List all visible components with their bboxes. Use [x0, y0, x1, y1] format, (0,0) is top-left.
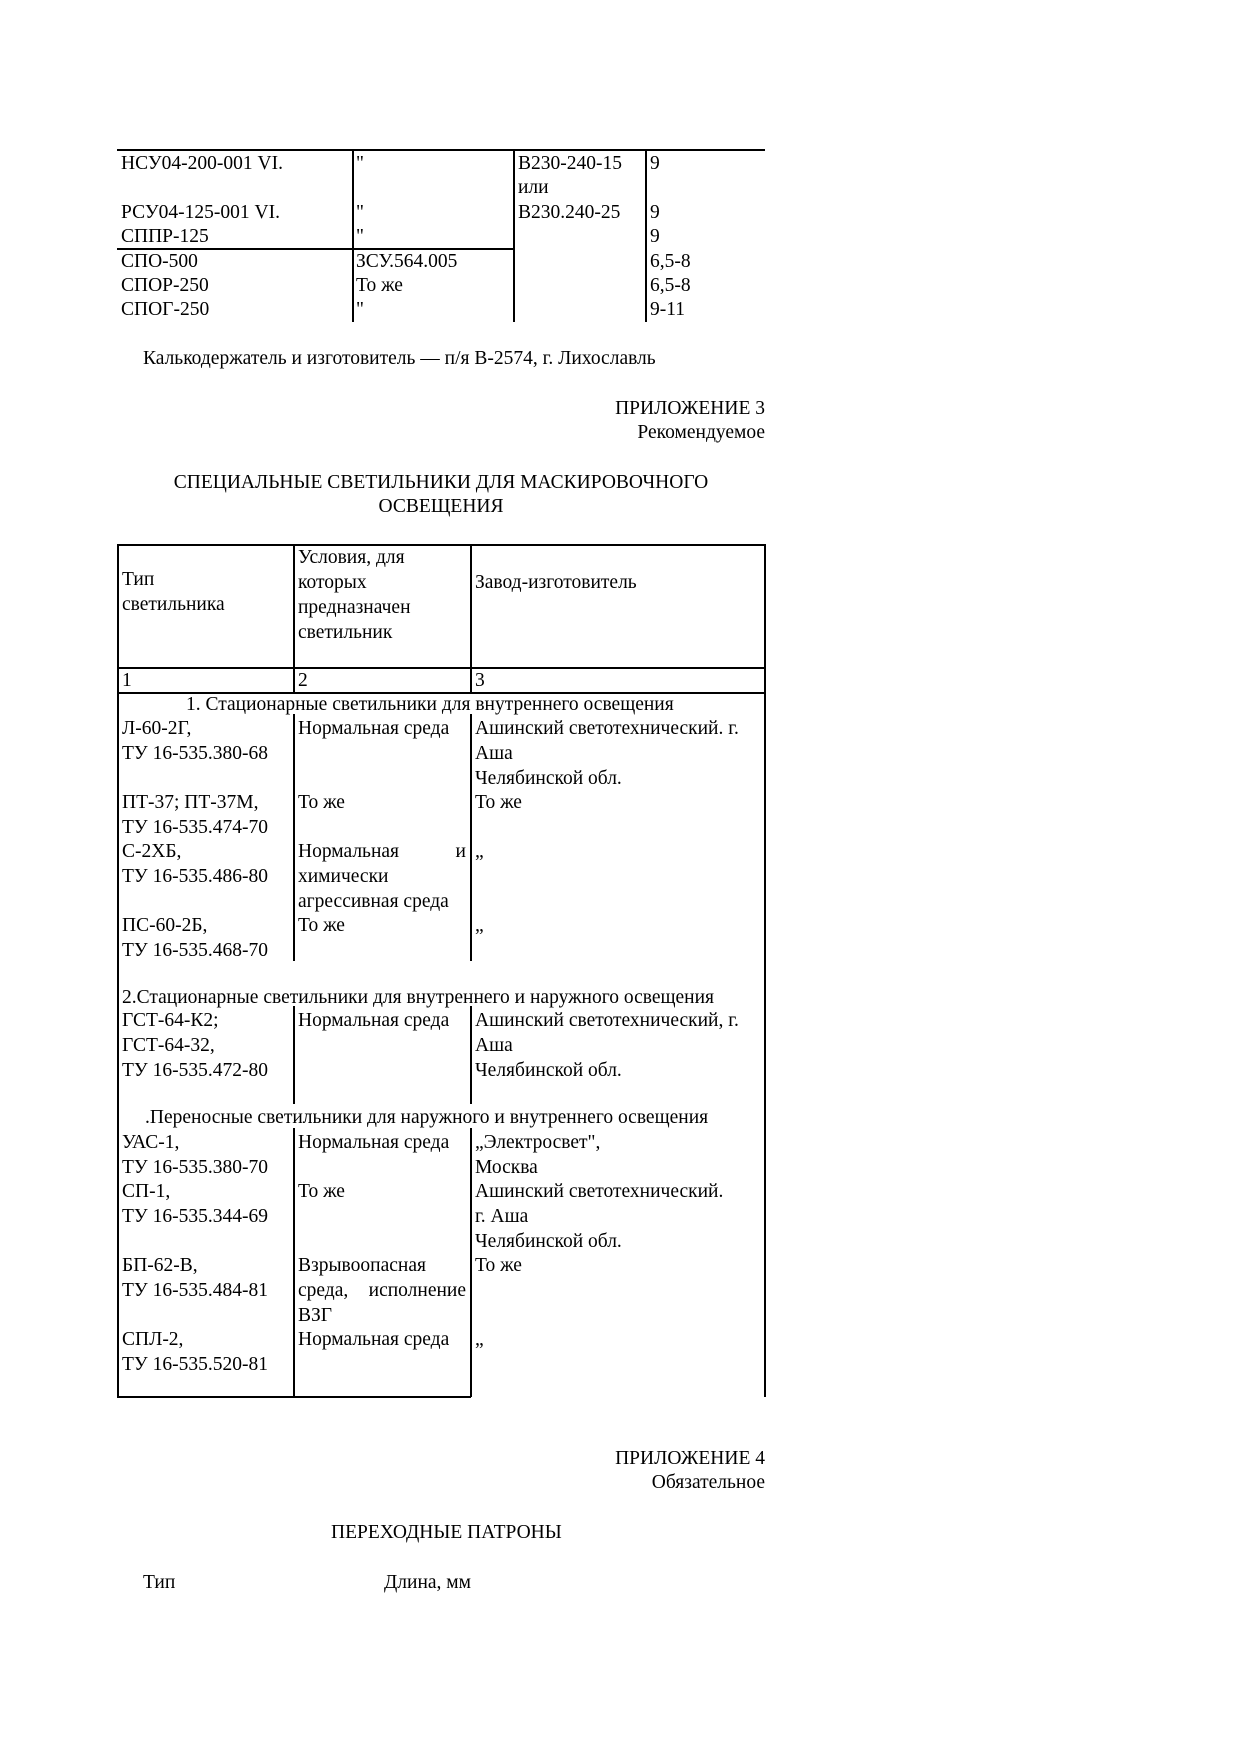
section-title: .Переносные светильники для наружного и внутреннего освещения [145, 1107, 709, 1128]
lamps-table-col-divider-1 [293, 1128, 295, 1397]
lamp-manufacturer: „ [475, 1329, 484, 1350]
appendix-3-status: Рекомендуемое [637, 422, 765, 443]
lamp-manufacturer: „Электросвет", Москва [475, 1132, 601, 1178]
section-title: 2.Стационарные светильники для внутреннего и наружного освещения [122, 987, 715, 1008]
lamp-conditions: То же [298, 915, 345, 936]
lamps-table-border-right [764, 544, 766, 1397]
lamps-table-col-divider-2 [470, 714, 472, 961]
lamps-table-border-left [117, 544, 119, 1397]
lamps-table-col-divider-2 [470, 1128, 472, 1397]
column-label-type: Тип [143, 1572, 176, 1593]
column-header-manufacturer: Завод-изготовитель [475, 572, 637, 593]
lamp-conditions: То же [298, 1181, 345, 1202]
top-table-cell: " [356, 299, 364, 320]
lamps-table-col-divider-2 [470, 1006, 472, 1104]
top-table-cell: РСУ04-125-001 VI. [121, 202, 280, 223]
lamp-conditions: Взрывоопасная среда, исполнение ВЗГ [298, 1255, 466, 1326]
lamp-manufacturer: Ашинский светотехнический. г. Аша Челябинской обл. [475, 718, 739, 789]
top-table-divider-3 [645, 149, 647, 322]
top-table-cell: " [356, 202, 364, 223]
top-table-cell: " [356, 226, 364, 247]
top-table-cell: или [518, 177, 549, 198]
appendix-3-title-line-2: ОСВЕЩЕНИЯ [378, 496, 504, 517]
column-label-length: Длина, мм [384, 1572, 471, 1593]
lamp-type: Л-60-2Г, ТУ 16-535.380-68 [122, 718, 268, 764]
lamp-type: СПЛ-2, ТУ 16-535.520-81 [122, 1329, 268, 1375]
lamp-type: БП-62-В, ТУ 16-535.484-81 [122, 1255, 268, 1301]
top-table-divider-1 [352, 149, 354, 322]
lamps-table-header-bottom [117, 667, 765, 669]
top-table-cell: 6,5-8 [650, 275, 691, 296]
top-table-cell: СПОГ-250 [121, 299, 210, 320]
lamp-manufacturer: „ [475, 915, 484, 936]
lamp-conditions: Нормальная среда [298, 1010, 450, 1031]
lamp-conditions: То же [298, 792, 345, 813]
lamp-manufacturer: „ [475, 841, 484, 862]
column-number: 2 [298, 670, 308, 691]
top-table-cell: ЗСУ.564.005 [356, 251, 458, 272]
lamp-manufacturer: То же [475, 792, 522, 813]
top-table-cell: СППР-125 [121, 226, 209, 247]
lamp-conditions: Нормальная и химически агрессивная среда [298, 841, 466, 912]
appendix-3-label: ПРИЛОЖЕНИЕ 3 [615, 398, 765, 419]
appendix-4-title: ПЕРЕХОДНЫЕ ПАТРОНЫ [331, 1522, 562, 1543]
lamp-type: С-2ХБ, ТУ 16-535.486-80 [122, 841, 268, 887]
lamp-manufacturer: Ашинский светотехнический. г. Аша Челябинской обл. [475, 1181, 724, 1252]
lamp-manufacturer: То же [475, 1255, 522, 1276]
column-number: 1 [122, 670, 132, 691]
lamp-type: ГСТ-64-К2; ГСТ-64-32, ТУ 16-535.472-80 [122, 1010, 268, 1081]
top-table-cell: 9 [650, 202, 660, 223]
top-table-cell: " [356, 153, 364, 174]
top-table-cell: 9 [650, 226, 660, 247]
top-table-cell: 6,5-8 [650, 251, 691, 272]
column-header-conditions: Условия, для которых предназначен светильник [298, 547, 411, 643]
top-table-cell: 9-11 [650, 299, 686, 320]
lamps-table-col-divider-2 [470, 544, 472, 692]
top-table-divider-2 [513, 149, 515, 322]
column-number: 3 [475, 670, 485, 691]
lamps-table-col-divider-1 [293, 714, 295, 961]
lamp-type: ПС-60-2Б, ТУ 16-535.468-70 [122, 915, 268, 961]
top-table-cell: НСУ04-200-001 VI. [121, 153, 283, 174]
appendix-4-label: ПРИЛОЖЕНИЕ 4 [615, 1448, 765, 1469]
appendix-3-title: СПЕЦИАЛЬНЫЕ СВЕТИЛЬНИКИ ДЛЯ МАСКИРОВОЧНОГО [173, 472, 709, 493]
lamp-type: СП-1, ТУ 16-535.344-69 [122, 1181, 268, 1227]
top-table-cell: СПО-500 [121, 251, 198, 272]
lamp-type: УАС-1, ТУ 16-535.380-70 [122, 1132, 268, 1178]
column-header-type: Тип светильника [122, 569, 225, 615]
lamp-conditions: Нормальная среда [298, 718, 450, 739]
top-table-cell: В230-240-15 [518, 153, 622, 174]
section-title: 1. Стационарные светильники для внутреннего освещения [186, 694, 674, 715]
top-table-cell: То же [356, 275, 403, 296]
lamp-type: ПТ-37; ПТ-37М, ТУ 16-535.474-70 [122, 792, 268, 838]
appendix-4-status: Обязательное [651, 1472, 765, 1493]
top-table-cell: СПОР-250 [121, 275, 209, 296]
lamp-conditions: Нормальная среда [298, 1132, 450, 1153]
top-table-cell: 9 [650, 153, 660, 174]
lamps-table-col-divider-1 [293, 1006, 295, 1104]
manufacturer-note: Калькодержатель и изготовитель — п/я В-2574, г. Лихославль [143, 348, 656, 369]
top-table-cell: В230.240-25 [518, 202, 621, 223]
lamp-manufacturer: Ашинский светотехнический, г. Аша Челябинской обл. [475, 1010, 739, 1081]
lamp-conditions: Нормальная среда [298, 1329, 450, 1350]
lamps-table-col-divider-1 [293, 544, 295, 692]
